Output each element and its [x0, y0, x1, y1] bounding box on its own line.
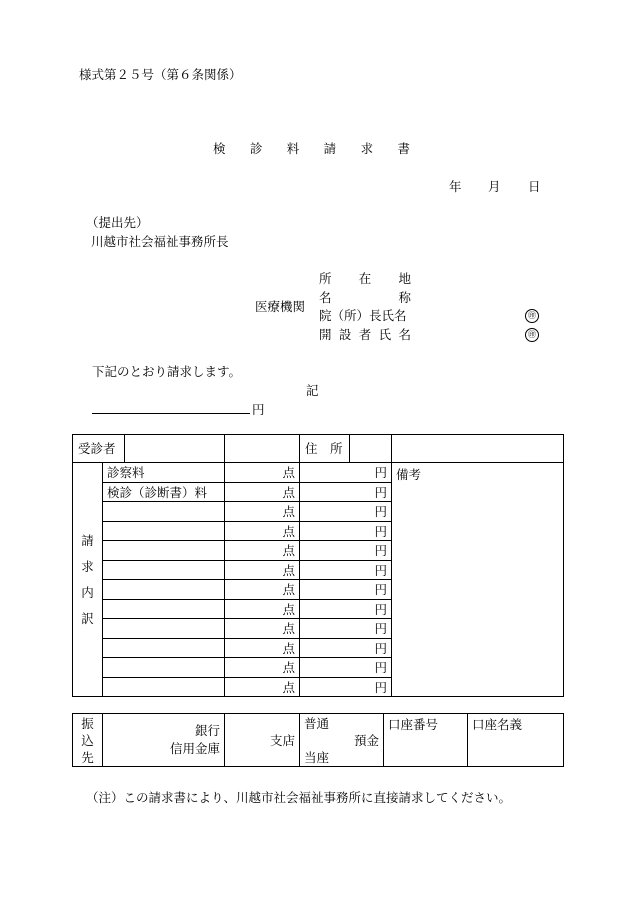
points-cell[interactable]: 点: [225, 560, 300, 580]
seal-stamp: ㊞: [525, 309, 539, 323]
name-char: 称: [398, 290, 411, 305]
patient-address-input[interactable]: [392, 435, 564, 463]
form-number: 様式第２５号（第６条関係）: [79, 67, 242, 82]
account-name-label: 口座名義: [472, 717, 523, 732]
account-name-cell[interactable]: [468, 714, 564, 767]
bank-label: 銀行: [194, 723, 220, 738]
detail-char: 求: [81, 558, 94, 574]
ki-label: 記: [306, 383, 319, 398]
date-day-label: 日: [528, 179, 541, 194]
name-label: [319, 288, 411, 306]
points-cell[interactable]: 点: [225, 463, 300, 483]
yen-cell[interactable]: 円: [300, 560, 392, 580]
item-name[interactable]: 検診（診断書）料: [103, 482, 225, 502]
detail-char: 内: [81, 584, 94, 600]
account-number-cell[interactable]: [384, 714, 468, 767]
seal-stamp: ㊞: [525, 328, 539, 342]
points-cell[interactable]: 点: [225, 580, 300, 600]
points-cell[interactable]: 点: [225, 619, 300, 639]
patient-row: [73, 435, 225, 463]
detail-label: [73, 463, 103, 697]
director-label: 院（所）長氏名: [319, 308, 407, 323]
transfer-char: 込: [81, 732, 94, 748]
yen-cell[interactable]: 円: [300, 580, 392, 600]
item-name[interactable]: [103, 541, 225, 561]
item-name[interactable]: [103, 658, 225, 678]
founder-label: [319, 325, 411, 343]
amount-line: [92, 413, 250, 414]
title-char: 請: [323, 141, 337, 156]
yen-cell[interactable]: 円: [300, 521, 392, 541]
bank-name-cell[interactable]: [103, 714, 225, 767]
item-name[interactable]: [103, 580, 225, 600]
address-char: 所: [319, 271, 332, 286]
yen-cell[interactable]: 円: [300, 599, 392, 619]
footnote: （注）この請求書により、川越市社会福祉事務所に直接請求してください。: [86, 790, 512, 805]
branch-cell[interactable]: [225, 714, 300, 767]
points-cell[interactable]: 点: [225, 502, 300, 522]
yen-cell[interactable]: 円: [300, 463, 392, 483]
ordinary-label: 普通: [304, 715, 330, 731]
branch-label: 支店: [269, 733, 295, 748]
bank-table: [72, 713, 564, 767]
transfer-char: 先: [81, 749, 94, 765]
request-text: 下記のとおり請求します。: [92, 364, 242, 379]
address-char: 地: [398, 271, 411, 286]
founder-char: 者: [358, 327, 372, 342]
institution-label: 医療機関: [255, 299, 306, 314]
detail-char: 請: [81, 532, 94, 548]
transfer-label: [73, 714, 103, 767]
points-cell[interactable]: 点: [225, 521, 300, 541]
yen-cell[interactable]: 円: [300, 482, 392, 502]
detail-char: 訳: [81, 610, 94, 626]
yen-cell[interactable]: 円: [300, 619, 392, 639]
patient-address-label: 住 所: [300, 435, 350, 462]
address-char: 在: [358, 271, 372, 286]
amount-unit: 円: [252, 402, 265, 417]
recipient-name: 川越市社会福祉事務所長: [91, 234, 229, 249]
deposit-label: 預金: [353, 732, 379, 748]
founder-char: 名: [398, 327, 411, 342]
current-label: 当座: [304, 749, 330, 765]
yen-cell[interactable]: 円: [300, 677, 392, 697]
form-title: [213, 139, 410, 157]
points-cell[interactable]: 点: [225, 541, 300, 561]
item-name[interactable]: [103, 502, 225, 522]
item-name[interactable]: 診察料: [103, 463, 225, 483]
name-char: 名: [319, 290, 332, 305]
transfer-char: 振: [81, 715, 94, 731]
title-char: 診: [249, 141, 263, 156]
points-cell[interactable]: 点: [225, 599, 300, 619]
address-label: [319, 269, 411, 287]
address-cell: [300, 435, 392, 463]
recipient-label: （提出先）: [86, 215, 149, 230]
title-char: 検: [213, 141, 226, 156]
yen-cell[interactable]: 円: [300, 502, 392, 522]
item-name[interactable]: [103, 638, 225, 658]
item-name[interactable]: [103, 677, 225, 697]
item-name[interactable]: [103, 521, 225, 541]
remarks-label: 備考: [396, 467, 422, 482]
title-char: 求: [360, 141, 374, 156]
yen-cell[interactable]: 円: [300, 638, 392, 658]
patient-input[interactable]: [225, 435, 300, 463]
item-name[interactable]: [103, 560, 225, 580]
yen-cell[interactable]: 円: [300, 658, 392, 678]
points-cell[interactable]: 点: [225, 658, 300, 678]
points-cell[interactable]: 点: [225, 482, 300, 502]
founder-char: 氏: [378, 327, 392, 342]
item-name[interactable]: [103, 619, 225, 639]
points-cell[interactable]: 点: [225, 638, 300, 658]
yen-cell[interactable]: 円: [300, 541, 392, 561]
item-name[interactable]: [103, 599, 225, 619]
credit-union-label: 信用金庫: [169, 741, 220, 756]
account-type-cell[interactable]: [300, 714, 384, 767]
points-cell[interactable]: 点: [225, 677, 300, 697]
account-number-label: 口座番号: [388, 717, 439, 732]
founder-char: 設: [338, 327, 352, 342]
remarks-cell[interactable]: [392, 463, 564, 697]
title-char: 料: [286, 141, 300, 156]
founder-char: 開: [319, 327, 332, 342]
title-char: 書: [397, 141, 410, 156]
date-year-label: 年: [449, 179, 462, 194]
claim-table: [72, 434, 564, 697]
date-month-label: 月: [488, 179, 501, 194]
patient-label: 受診者: [73, 435, 125, 462]
